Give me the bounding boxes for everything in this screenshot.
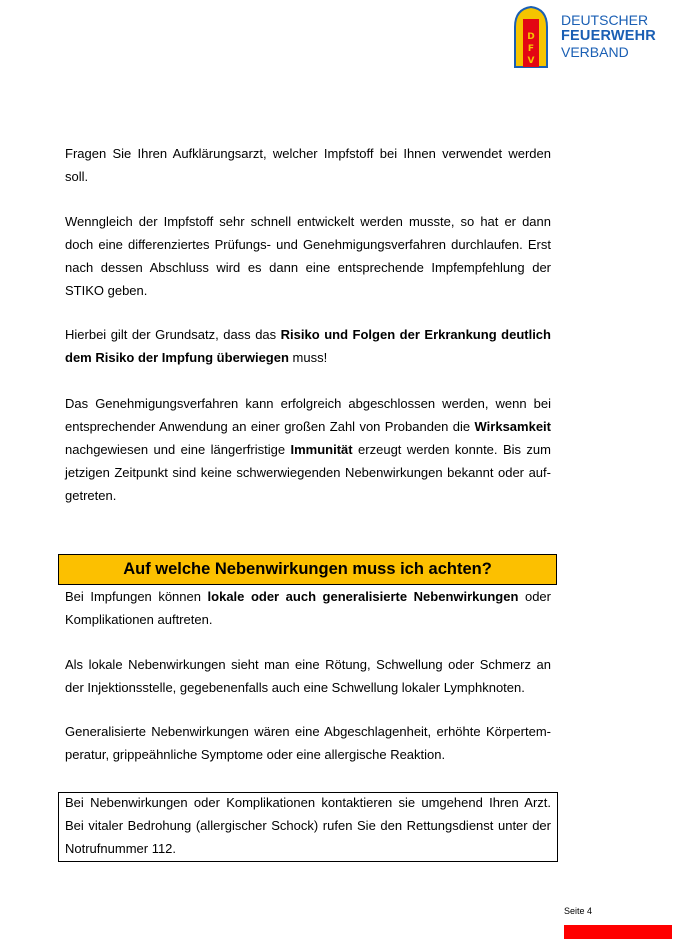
- logo-line-1: DEUTSCHER: [561, 12, 649, 28]
- paragraph-local-side-effects: Als lokale Nebenwirkungen sieht man eine Rötung, Schwellung oder Schmerz an der Injektionsstelle, gegebenenfalls auch eine Schwellung lokaler Lymphknoten.: [65, 657, 551, 695]
- principle-text-bold: Risiko und Folgen der Erkrankung deutlich dem Risiko der Impfung überwiegen: [65, 327, 551, 365]
- paragraph-general-side-effects: Generalisierte Nebenwirkungen wären eine Abgeschlagenheit, erhöhte Körpertemperatur, grippeähnliche Symptome oder eine allergische Reaktion.: [65, 724, 551, 762]
- efficacy-text-2: nachgewiesen und eine längerfristige: [65, 442, 291, 457]
- dfv-emblem-icon: [511, 5, 551, 69]
- logo-wordmark: [561, 12, 656, 60]
- efficacy-text-1: Das Genehmigungsverfahren kann erfolgreich abgeschlossen werden, wenn bei entsprechender Anwendung an einer großen Zahl von Probanden die: [65, 396, 551, 434]
- principle-text-post: muss!: [288, 350, 328, 365]
- paragraph-vaccine-question: Fragen Sie Ihren Aufklärungsarzt, welcher Impfstoff bei Ihnen verwendet werden soll.: [65, 146, 551, 184]
- side-effects-text-bold: lokale oder auch generalisierte Nebenwirkungen: [207, 589, 519, 604]
- paragraph-principle: [65, 323, 551, 369]
- paragraph-efficacy: [65, 392, 551, 507]
- principle-text-pre: Hierbei gilt der Grundsatz, dass das: [65, 327, 281, 342]
- paragraph-approval-process: Wenngleich der Impfstoff sehr schnell entwickelt werden musste, so hat er dann doch eine differenziertes Prüfungs- und Genehmigungsverfahren durchlaufen. Erst nach dessen Abschluss wird es dann eine entsprechende Impfempfehlung der STIKO geben.: [65, 214, 551, 298]
- emblem-letter-v: V: [527, 56, 535, 66]
- emblem-letter-f: F: [527, 44, 535, 54]
- paragraph-side-effects-intro: [65, 585, 551, 631]
- side-effects-text-pre: Bei Impfungen können: [65, 589, 208, 604]
- side-effects-text-post: oder Komplikationen auftreten.: [65, 589, 551, 627]
- efficacy-bold-immunitaet: Immunität: [290, 442, 353, 457]
- efficacy-text-3: erzeugt werden konnte. Bis zum jetzigen Zeitpunkt sind keine schwerwiegenden Nebenwirkungen bekannt oder aufgetreten.: [65, 442, 551, 503]
- logo-line-3: VERBAND: [561, 44, 629, 60]
- emblem-letter-d: D: [527, 32, 535, 42]
- notice-text: Bei Nebenwirkungen oder Komplikationen kontaktieren sie umgehend Ihren Arzt. Bei vitaler Bedrohung (allergischer Schock) rufen Sie den Rettungsdienst unter der Notrufnummer 112.: [65, 795, 551, 856]
- efficacy-bold-wirksamkeit: Wirksamkeit: [474, 419, 551, 434]
- logo-line-2: FEUERWEHR: [561, 28, 656, 44]
- dfv-logo: [511, 5, 671, 71]
- section-heading-side-effects: Auf welche Nebenwirkungen muss ich achten?: [58, 554, 557, 585]
- page-number: Seite 4: [564, 906, 593, 916]
- footer-red-bar: [564, 925, 672, 939]
